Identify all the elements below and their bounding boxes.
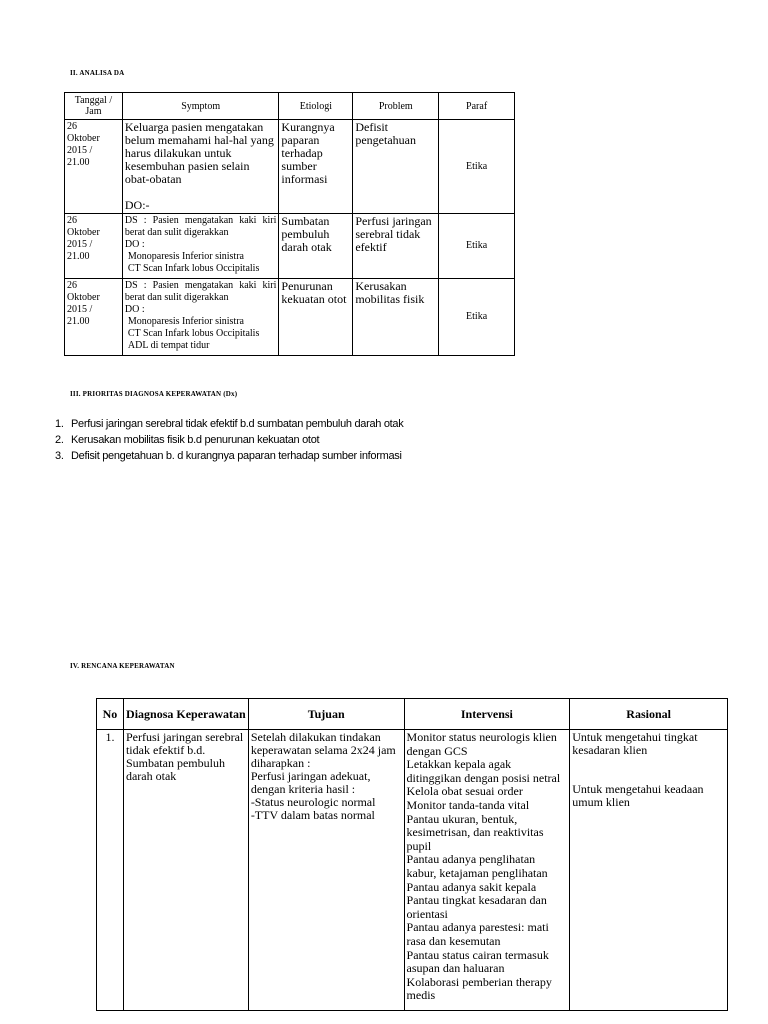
intervensi-item: Pantau adanya penglihatan kabur, ketajaman penglihatan bbox=[406, 852, 548, 880]
tanggal-time: 21.00 bbox=[67, 316, 90, 327]
list-item-text: Perfusi jaringan serebral tidak efektif b.d sumbatan pembuluh darah otak bbox=[71, 418, 404, 430]
intervensi-item: Letakkan kepala agak ditinggikan dengan posisi netral bbox=[406, 757, 561, 785]
intervensi-item: Pantau adanya sakit kepala bbox=[406, 879, 537, 894]
list-item-text: Defisit pengetahuan b. d kurangnya paparan terhadap sumber informasi bbox=[71, 450, 402, 462]
rasional-item: Untuk mengetahui keadaan umum klien bbox=[572, 782, 704, 809]
rencana-keperawatan-table bbox=[96, 698, 728, 1011]
symptom-line: ADL di tempat tidur bbox=[127, 340, 210, 351]
symptom-line: CT Scan Infark lobus Occipitalis bbox=[127, 328, 260, 339]
symptom-line: DO : bbox=[124, 304, 145, 315]
tanggal-cell bbox=[65, 214, 123, 279]
header-no: No bbox=[97, 699, 124, 730]
tanggal-time: 21.00 bbox=[67, 157, 90, 168]
intervensi-item: Pantau status cairan termasuk asupan dan haluaran bbox=[406, 947, 549, 976]
table-row bbox=[65, 279, 515, 356]
header-symptom: Symptom bbox=[122, 93, 279, 120]
symptom-cell bbox=[122, 279, 279, 356]
tanggal-year: 2015 / bbox=[67, 239, 93, 250]
symptom-line: CT Scan Infark lobus Occipitalis bbox=[127, 263, 260, 274]
paraf-cell: Etika bbox=[439, 120, 515, 214]
paraf-cell: Etika bbox=[439, 214, 515, 279]
tujuan-line: Perfusi jaringan adekuat, dengan kriteria hasil : bbox=[250, 769, 371, 796]
section-2-title: II. ANALISA DA bbox=[70, 69, 125, 77]
intervensi-item: Pantau adanya parestesi: mati rasa dan kesemutan bbox=[406, 920, 549, 948]
header-etiologi: Etiologi bbox=[279, 93, 353, 120]
symptom-cell bbox=[122, 120, 279, 214]
tujuan-line: -Status neurologic normal bbox=[250, 795, 376, 809]
analisa-data-table bbox=[64, 92, 515, 356]
tanggal-month: Oktober bbox=[67, 292, 100, 303]
etiologi-cell: Sumbatan pembuluh darah otak bbox=[279, 214, 353, 279]
intervensi-item: Kolaborasi pemberian therapy medis bbox=[406, 974, 552, 1003]
tanggal-month: Oktober bbox=[67, 133, 100, 144]
section-3-title: III. PRIORITAS DIAGNOSA KEPERAWATAN (Dx) bbox=[70, 390, 238, 398]
rasional-cell bbox=[570, 730, 728, 1011]
intervensi-item: Monitor status neurologis klien dengan GCS bbox=[406, 730, 557, 758]
symptom-line: DO : bbox=[124, 239, 145, 250]
problem-cell: Kerusakan mobilitas fisik bbox=[353, 279, 439, 356]
etiologi-cell: Penurunan kekuatan otot bbox=[279, 279, 353, 356]
tujuan-line: Setelah dilakukan tindakan keperawatan selama 2x24 jam diharapkan : bbox=[250, 730, 396, 770]
table-row bbox=[65, 214, 515, 279]
symptom-line: Keluarga pasien mengatakan belum memahami hal-hal yang harus dilakukan untuk kesembuhan pasien selain obat-obatan bbox=[124, 120, 274, 186]
tanggal-day: 26 bbox=[67, 121, 77, 132]
tanggal-time: 21.00 bbox=[67, 251, 90, 262]
tanggal-year: 2015 / bbox=[67, 304, 93, 315]
intervensi-item: Pantau ukuran, bentuk, kesimetrisan, dan reaktivitas pupil bbox=[406, 811, 544, 853]
tanggal-cell bbox=[65, 279, 123, 356]
rasional-item: Untuk mengetahui tingkat kesadaran klien bbox=[572, 730, 698, 757]
list-item-number: 2. bbox=[55, 434, 64, 446]
symptom-line: Monoparesis Inferior sinistra bbox=[127, 251, 244, 262]
header-diagnosa: Diagnosa Keperawatan bbox=[123, 699, 248, 730]
header-tanggal: Tanggal / Jam bbox=[65, 93, 123, 120]
tanggal-cell bbox=[65, 120, 123, 214]
tanggal-day: 26 bbox=[67, 280, 77, 291]
diagnosa-cell: Perfusi jaringan serebral tidak efektif b.d. Sumbatan pembuluh darah otak bbox=[123, 730, 248, 1011]
list-item bbox=[55, 416, 403, 432]
header-intervensi: Intervensi bbox=[404, 699, 570, 730]
symptom-cell bbox=[122, 214, 279, 279]
table-header-row bbox=[97, 699, 728, 730]
priority-list bbox=[55, 416, 403, 464]
etiologi-cell: Kurangnya paparan terhadap sumber informasi bbox=[279, 120, 353, 214]
no-cell: 1. bbox=[97, 730, 124, 1011]
intervensi-item: Pantau tingkat kesadaran dan orientasi bbox=[406, 893, 547, 921]
tujuan-cell bbox=[248, 730, 404, 1011]
tanggal-day: 26 bbox=[67, 215, 77, 226]
paraf-cell: Etika bbox=[439, 279, 515, 356]
header-rasional: Rasional bbox=[570, 699, 728, 730]
symptom-line: DS : Pasien mengatakan kaki kiri berat dan sulit digerakkan bbox=[124, 215, 277, 238]
rasional-spacer bbox=[572, 757, 725, 770]
tujuan-line: -TTV dalam batas normal bbox=[250, 808, 375, 822]
intervensi-item: Monitor tanda-tanda vital bbox=[406, 797, 530, 812]
intervensi-item: Kelola obat sesuai order bbox=[406, 784, 523, 799]
table-header-row bbox=[65, 93, 515, 120]
list-item-number: 3. bbox=[55, 450, 64, 462]
tanggal-month: Oktober bbox=[67, 227, 100, 238]
header-tujuan: Tujuan bbox=[248, 699, 404, 730]
header-paraf: Paraf bbox=[439, 93, 515, 120]
problem-cell: Perfusi jaringan serebral tidak efektif bbox=[353, 214, 439, 279]
table-row bbox=[65, 120, 515, 214]
symptom-line: Monoparesis Inferior sinistra bbox=[127, 316, 244, 327]
list-item bbox=[55, 432, 403, 448]
problem-cell: Defisit pengetahuan bbox=[353, 120, 439, 214]
symptom-line: DS : Pasien mengatakan kaki kiri berat dan sulit digerakkan bbox=[124, 280, 277, 303]
intervensi-cell bbox=[404, 730, 570, 1011]
list-item-text: Kerusakan mobilitas fisik b.d penurunan kekuatan otot bbox=[71, 434, 320, 446]
tanggal-year: 2015 / bbox=[67, 145, 93, 156]
list-item-number: 1. bbox=[55, 418, 64, 430]
list-item bbox=[55, 448, 403, 464]
section-4-title: IV. RENCANA KEPERAWATAN bbox=[70, 662, 175, 670]
header-problem: Problem bbox=[353, 93, 439, 120]
symptom-line: DO:- bbox=[124, 198, 150, 212]
table-row bbox=[97, 730, 728, 1011]
